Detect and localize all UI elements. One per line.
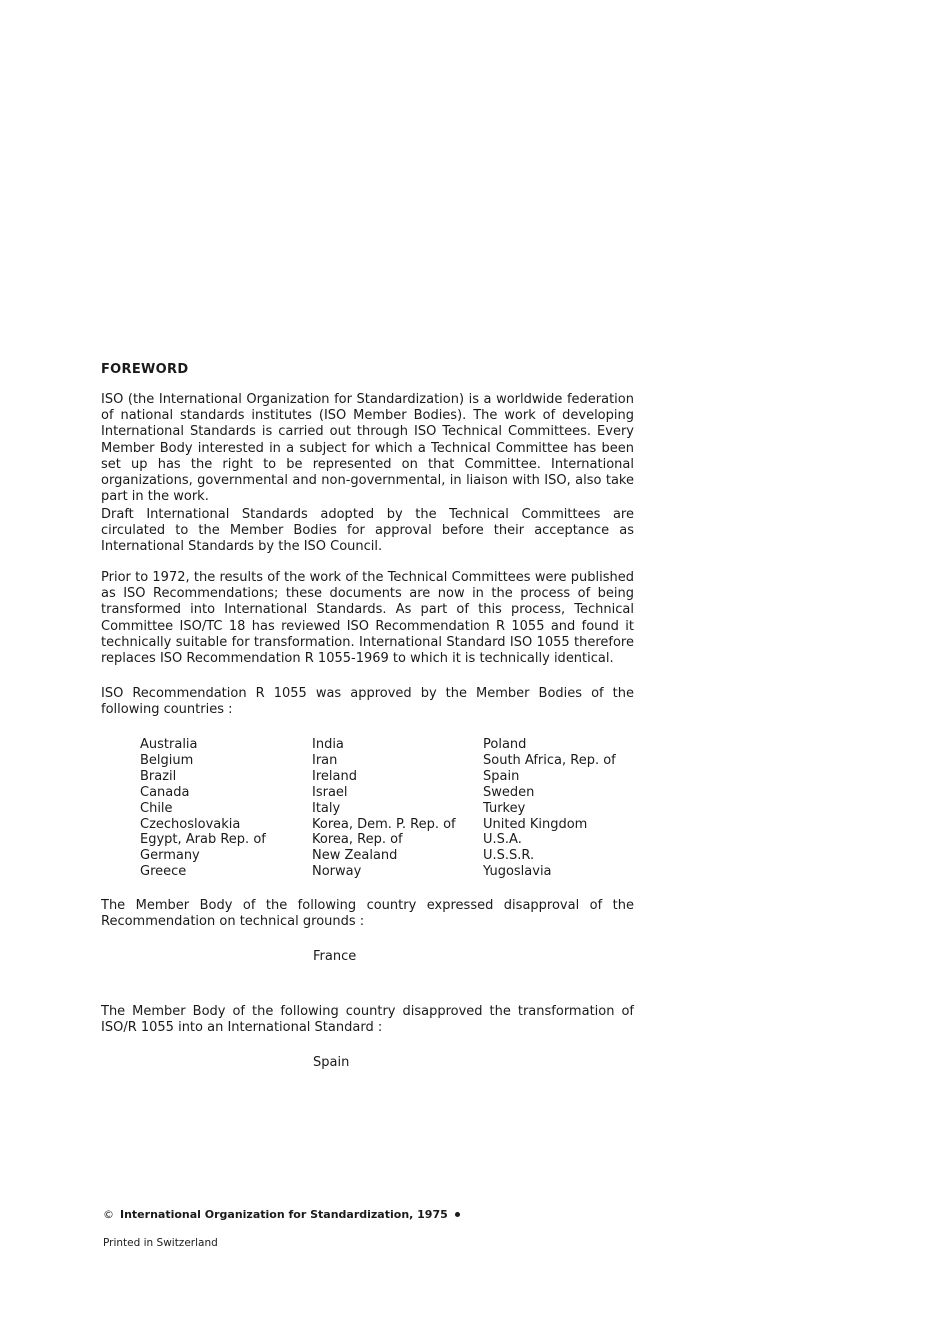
country-item: Turkey <box>483 800 526 816</box>
country-item: Korea, Rep. of <box>312 832 403 848</box>
foreword-paragraph-1: ISO (the International Organization for Standardization) is a worldwide federation of national standards institutes (ISO Member Bodies). The work of developing International Standards is carried out through ISO Technical Committees. Every Member Body interested in a subject for which a Technical Committee has been set up has the right to be represented on that Committee. International organizations, governmental and non-governmental, in liaison with ISO, also take part in the work. <box>101 392 634 505</box>
country-item: Australia <box>140 737 198 752</box>
country-item: India <box>312 737 344 752</box>
country-item: Poland <box>483 737 527 752</box>
country-item: Egypt, Arab Rep. of <box>140 832 266 848</box>
country-item: Iran <box>312 752 338 768</box>
country-item: New Zealand <box>312 848 398 864</box>
foreword-paragraph-3: Prior to 1972, the results of the work of the Technical Committees were published as ISO Recommendations; these documents are now in the process of being transformed into International Standards. As part of this process, Technical Committee ISO/TC 18 has reviewed ISO Recommendation R 1055 and found it technically suitable for transformation. International Standard ISO 1055 therefore replaces ISO Recommendation R 1055-1969 to which it is technically identical. <box>101 570 634 667</box>
country-item: U.S.A. <box>483 832 522 848</box>
bullet-dot-icon <box>455 1212 460 1217</box>
country-item: Canada <box>140 784 190 800</box>
country-item: United Kingdom <box>483 816 588 832</box>
copyright-line <box>103 1208 460 1221</box>
country-item: Belgium <box>140 752 194 768</box>
disapproval-paragraph: The Member Body of the following country expressed disapproval of the Recommendation on technical grounds : <box>101 898 634 930</box>
disapproval-country: France <box>313 949 357 964</box>
country-item: Chile <box>140 800 173 816</box>
country-list-column-1 <box>140 737 266 880</box>
country-item: Spain <box>483 768 520 784</box>
country-item: Norway <box>312 864 362 880</box>
country-item: South Africa, Rep. of <box>483 752 616 768</box>
copyright-symbol: © <box>103 1208 114 1221</box>
country-item: Ireland <box>312 768 357 784</box>
country-item: Korea, Dem. P. Rep. of <box>312 816 456 832</box>
copyright-text: International Organization for Standardization, 1975 <box>120 1208 448 1221</box>
country-list-column-2 <box>312 737 456 880</box>
transformation-disapproval-country: Spain <box>313 1055 350 1070</box>
country-item: U.S.S.R. <box>483 848 535 864</box>
country-item: Brazil <box>140 768 177 784</box>
country-list-column-3 <box>483 737 616 880</box>
country-item: Israel <box>312 784 348 800</box>
country-item: Yugoslavia <box>483 864 552 880</box>
approval-intro-paragraph: ISO Recommendation R 1055 was approved by the Member Bodies of the following countries : <box>101 686 634 718</box>
country-item: Germany <box>140 848 200 864</box>
country-item: Sweden <box>483 784 535 800</box>
foreword-paragraph-2: Draft International Standards adopted by the Technical Committees are circulated to the Member Bodies for approval before their acceptance as International Standards by the ISO Council. <box>101 507 634 555</box>
foreword-heading: FOREWORD <box>101 362 189 377</box>
country-item: Italy <box>312 800 341 816</box>
country-item: Czechoslovakia <box>140 816 241 832</box>
printed-in-note: Printed in Switzerland <box>103 1237 218 1249</box>
country-item: Greece <box>140 864 187 880</box>
transformation-disapproval-paragraph: The Member Body of the following country disapproved the transformation of ISO/R 1055 into an International Standard : <box>101 1004 634 1036</box>
